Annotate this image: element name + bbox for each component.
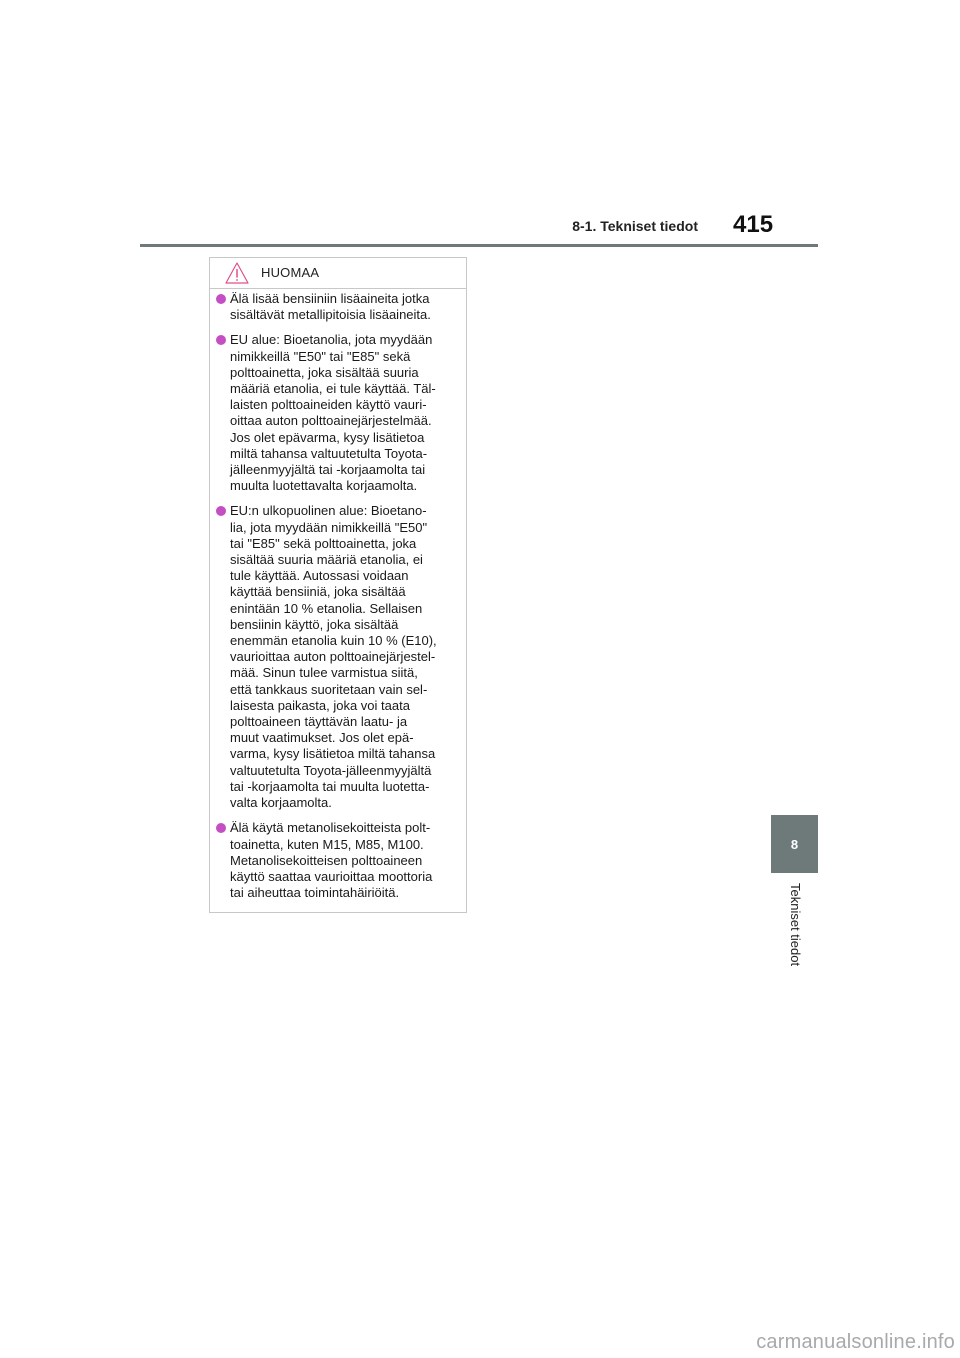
list-item-text: EU:n ulkopuolinen alue: Bioetano- lia, jota myydään nimikkeillä "E50" tai "E85" sekä polttoainetta, joka sisältää suuria määriä etanolia, ei tule käyttää. Autossasi voidaan käyttää bensiiniä, joka sisältää enintään 10 % etanolia. Sellaisen bensiinin käyttö, joka sisältää enemmän etanolia kuin 10 % (E10), vaurioittaa auton polttoainejärjestel- mää. Sinun tulee varmistua siitä, että tankkaus suoritetaan vain sel- laisesta paikasta, joka voi taata polttoaineen täyttävän laatu- ja muut vaatimukset. Jos olet epä- varma, kysy lisätietoa miltä tahansa valtuutetulta Toyota-jälleenmyyjältä tai -korjaamolta tai muulta luotetta- valta korjaamolta. <box>230 503 437 811</box>
list-item <box>215 820 460 901</box>
notice-header <box>210 258 466 289</box>
notice-title: HUOMAA <box>261 265 320 280</box>
warning-triangle-icon <box>224 261 250 285</box>
list-item-text: EU alue: Bioetanolia, jota myydään nimikkeillä "E50" tai "E85" sekä polttoainetta, joka sisältää suuria määriä etanolia, ei tule käyttää. Täl- laisten polttoaineiden käyttö vauri- oittaa auton polttoainejärjestelmää. Jos olet epävarma, kysy lisätietoa miltä tahansa valtuutetulta Toyota- jälleenmyyjältä tai -korjaamolta tai muulta luotettavalta korjaamolta. <box>230 332 436 494</box>
header-rule <box>140 244 818 247</box>
bullet-icon <box>216 335 226 345</box>
list-item-text: Älä lisää bensiiniin lisäaineita jotka sisältävät metallipitoisia lisäaineita. <box>230 291 431 323</box>
list-item <box>215 503 460 811</box>
bullet-icon <box>216 823 226 833</box>
page-number: 415 <box>733 211 774 238</box>
list-item <box>215 291 460 323</box>
list-item-text: Älä käytä metanolisekoitteista polt- toainetta, kuten M15, M85, M100. Metanolisekoitteisen polttoaineen käyttö saattaa vaurioittaa moottoria tai aiheuttaa toimintahäiriöitä. <box>230 820 433 901</box>
bullet-icon <box>216 294 226 304</box>
chapter-label: Tekniset tiedot <box>788 883 803 967</box>
chapter-number: 8 <box>790 836 799 852</box>
notice-box <box>209 257 467 913</box>
bullet-icon <box>216 506 226 516</box>
notice-list <box>210 291 466 901</box>
chapter-tab[interactable] <box>771 815 818 873</box>
list-item <box>215 332 460 494</box>
section-header-title: 8-1. Tekniset tiedot <box>572 218 698 234</box>
watermark: carmanualsonline.info <box>756 1331 955 1353</box>
